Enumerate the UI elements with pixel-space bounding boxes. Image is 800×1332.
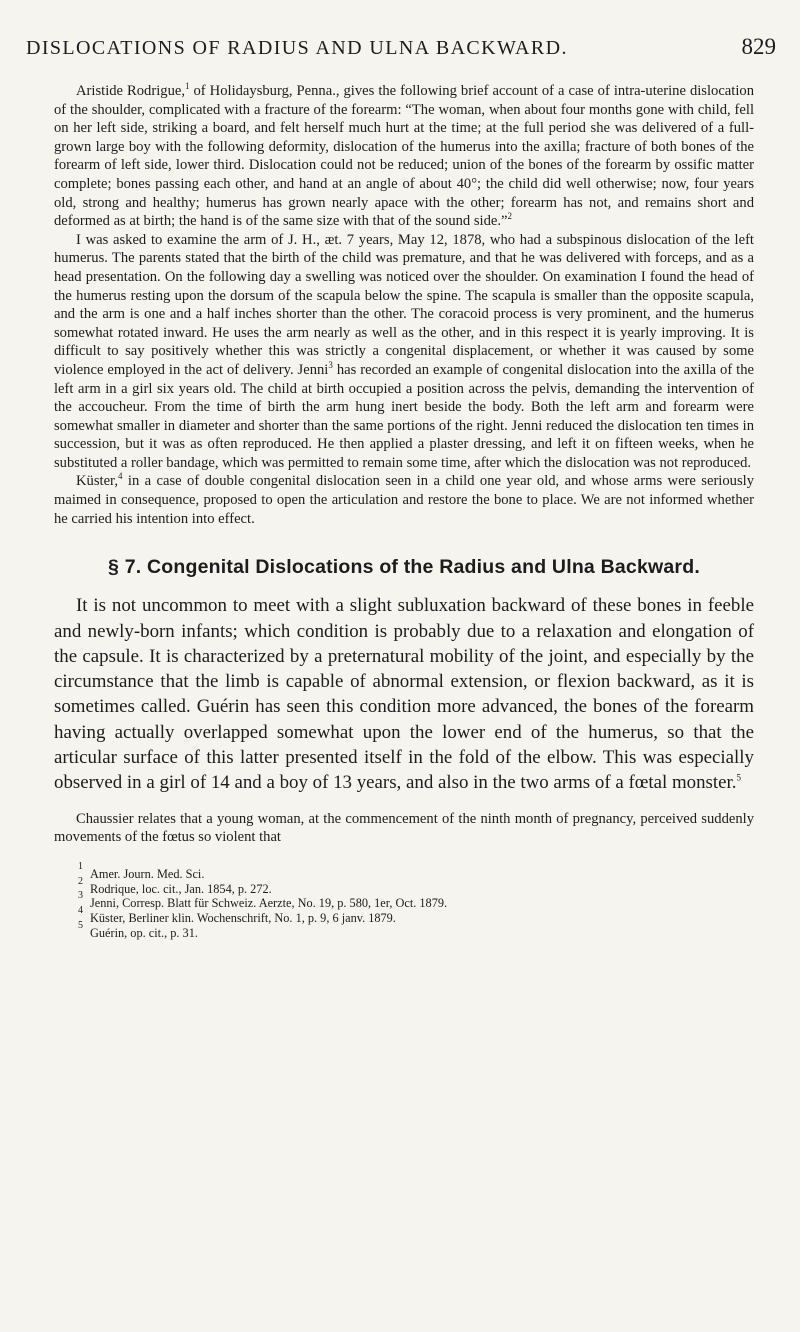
paragraph-subluxation bbox=[54, 593, 754, 795]
paragraph-text: has recorded an example of congenital dislocation into the axilla of the left arm in a girl six years old. The child at birth occupied a position across the pelvis, demanding the intervention of the accoucheur. From the time of birth the arm hung inert beside the body. Both the left arm and forearm were somewhat smaller in diameter and shorter than the same portions of the right. Jenni reduced the dislocation ten times in succession, but it was as often reproduced. He then applied a plaster dressing, and left it on fifteen weeks, when he substituted a roller bandage, which was permitted to remain some time, after which the dislocation was not reproduced. bbox=[54, 361, 755, 471]
page-content bbox=[26, 34, 776, 941]
footnote bbox=[78, 875, 754, 897]
footnote-text: Jenni, Corresp. Blatt für Schweiz. Aerzte, No. 19, p. 580, 1er, Oct. 1879. bbox=[90, 896, 448, 911]
paragraph-chaussier bbox=[54, 810, 754, 847]
footnote-text: Guérin, op. cit., p. 31. bbox=[90, 926, 198, 940]
paragraph-text: Chaussier relates that a young woman, at the commencement of the ninth month of pregnancy, perceived suddenly movements of the fœtus so violent that bbox=[54, 810, 754, 846]
footnote-number: 1 bbox=[78, 860, 83, 872]
paragraph-jh-case bbox=[54, 231, 754, 473]
footnote bbox=[78, 920, 754, 941]
footnotes bbox=[54, 860, 754, 941]
section-body bbox=[54, 593, 754, 795]
footnote-ref: 3 bbox=[328, 360, 333, 371]
footnote-text: Küster, Berliner klin. Wochenschrift, No. 1, p. 9, 6 janv. 1879. bbox=[90, 911, 396, 926]
footnote-number: 4 bbox=[78, 905, 83, 917]
footnote-ref: 2 bbox=[507, 211, 513, 222]
paragraph-text: Aristide Rodrigue, bbox=[76, 83, 185, 99]
paragraph-rodrigue bbox=[54, 82, 754, 231]
footnote-text: Amer. Journ. Med. Sci. bbox=[90, 866, 205, 881]
footnote bbox=[78, 890, 754, 911]
footnote-ref: 5 bbox=[736, 773, 742, 784]
footnote-number: 5 bbox=[78, 920, 83, 931]
paragraph-text: of Holidaysburg, Penna., gives the following brief account of a case of intra-uterine dislocation of the shoulder, complicated with a fracture of the forearm: “The woman, when about four months gone with child, fell on her left side, striking a board, and felt herself much hurt at the time; at the full period she was delivered of a full-grown large boy with the following deformity, dislocation of the humerus into the axilla; fracture of both bones of the forearm of left side, lower third. Dislocation could not be reduced; union of the bones of the forearm by ossific matter complete; bones passing each other, and hand at an angle of about 40°; the child did well otherwise; now, four years old, strong and healthy; humerus has grown nearly apace with the other; forearm has not, and remains short and deformed as at birth; the hand is of the same size with that of the sound side.” bbox=[54, 83, 754, 230]
running-head bbox=[26, 34, 776, 82]
paragraph-text: I was asked to examine the arm of J. H., æt. 7 years, May 12, 1878, who had a subspinous dislocation of the left humerus. The parents stated that the birth of the child was premature, and that he was delivered with forceps, and as a head presentation. On the following day a swelling was noticed over the shoulder. On examination I found the head of the humerus resting upon the dorsum of the scapula below the spine. The scapula is smaller than the opposite scapula, and the arm is one and a half inches shorter than the other. The coracoid process is very prominent, and the humerus somewhat rotated inward. He uses the arm nearly as well as the other, and in this respect it is yearly improving. It is difficult to say positively whether this was strictly a congenital displacement, or whether it was caused by some violence employed in the act of delivery. Jenni bbox=[54, 231, 754, 378]
footnote bbox=[78, 860, 754, 882]
footnote bbox=[78, 905, 754, 926]
case-reports bbox=[54, 82, 754, 528]
paragraph-kuster bbox=[54, 472, 754, 528]
footnote-ref: 4 bbox=[117, 471, 123, 482]
paragraph-text: It is not uncommon to meet with a slight subluxation backward of these bones in feeble and newly-born infants; which condition is probably due to a relaxation and elongation of the capsule. It is characterized by a preternatural mobility of the joint, and especially by the circumstance that the limb is capable of abnormal extension, or flexion backward, as it is sometimes called. Guérin has seen this condition more advanced, the bones of the forearm having actually overlapped somewhat upon the lower end of the humerus, so that the articular surface of this latter presented itself in the fold of the elbow. This was especially observed in a girl of 14 and a boy of 13 years, and also in the two arms of a fœtal monster. bbox=[54, 595, 754, 794]
footnote-ref: 1 bbox=[185, 81, 190, 92]
footnote-number: 3 bbox=[78, 890, 83, 902]
section-continuation bbox=[54, 810, 754, 847]
paragraph-text: in a case of double congenital dislocation seen in a child one year old, and whose arms were seriously maimed in consequence, proposed to open the articulation and restore the bone to place. We are not informed whether he carried his intention into effect. bbox=[54, 473, 754, 527]
footnote-text: Rodrique, loc. cit., Jan. 1854, p. 272. bbox=[90, 881, 272, 896]
footnote-number: 2 bbox=[78, 875, 83, 887]
running-title: DISLOCATIONS OF RADIUS AND ULNA BACKWARD. bbox=[26, 37, 568, 59]
paragraph-text: Küster, bbox=[76, 473, 118, 490]
page-number: 829 bbox=[741, 34, 776, 59]
section-heading: § 7. Congenital Dislocations of the Radius and Ulna Backward. bbox=[108, 556, 700, 579]
